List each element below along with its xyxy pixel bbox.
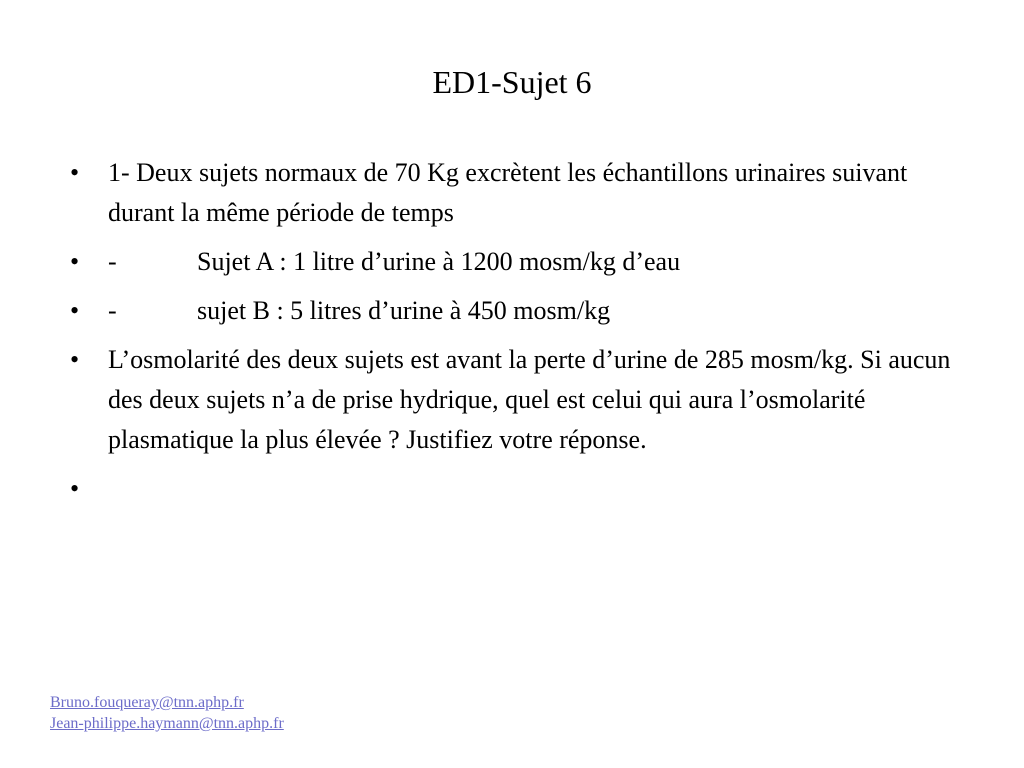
bullet-item-subject-b <box>70 291 970 331</box>
bullet-dot-icon: • <box>70 158 80 187</box>
slide-title: ED1-Sujet 6 <box>432 64 592 100</box>
footer-contact-links <box>50 692 284 734</box>
bullet-text: sujet B : 5 litres d’urine à 450 mosm/kg <box>197 296 611 325</box>
bullet-text: 1- Deux sujets normaux de 70 Kg excrètent les échantillons urinaires suivant durant la même période de temps <box>108 158 908 227</box>
indented-row <box>108 242 970 282</box>
bullet-text: Sujet A : 1 litre d’urine à 1200 mosm/kg d’eau <box>197 247 681 276</box>
bullet-list <box>70 153 970 530</box>
bullet-item-question <box>70 340 970 460</box>
bullet-dot-icon: • <box>70 474 80 503</box>
bullet-dot-icon: • <box>70 345 80 374</box>
bullet-dot-icon: • <box>70 296 80 325</box>
email-link-bruno-fouqueray[interactable]: Bruno.fouqueray@tnn.aphp.fr <box>50 694 244 711</box>
bullet-item-subject-a <box>70 242 970 282</box>
bullet-text: L’osmolarité des deux sujets est avant la perte d’urine de 285 mosm/kg. Si aucun des deux sujets n’a de prise hydrique, quel est celui qui aura l’osmolarité plasmatique la plus élevée ? Justifiez votre réponse. <box>108 345 951 454</box>
indented-row <box>108 291 970 331</box>
bullet-item-question-intro <box>70 153 970 233</box>
dash-prefix: - <box>108 247 117 276</box>
email-link-jean-philippe-haymann[interactable]: Jean-philippe.haymann@tnn.aphp.fr <box>50 715 284 732</box>
bullet-dot-icon: • <box>70 247 80 276</box>
dash-prefix: - <box>108 296 117 325</box>
bullet-item-empty <box>70 469 970 521</box>
